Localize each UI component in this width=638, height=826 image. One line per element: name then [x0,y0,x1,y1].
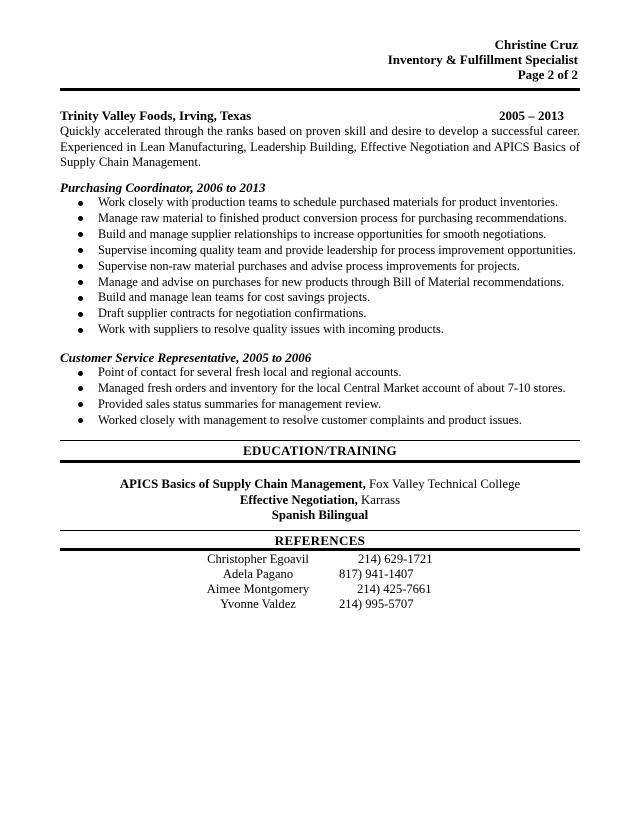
reference-name: Christopher Egoavil [207,552,309,566]
education-bottom-rule [60,460,580,463]
reference-row [0,552,638,567]
list-item: Supervise non-raw material purchases and advise process improvements for projects. [60,259,580,275]
bullet-icon [78,296,83,301]
page-number: Page 2 of 2 [517,67,578,82]
bullet-icon [78,264,83,269]
reference-row [0,597,638,612]
reference-row [0,567,638,582]
bullet-icon [78,402,83,407]
education-list [60,477,580,524]
list-item: Manage raw material to finished product conversion process for purchasing recommendations. [60,211,580,227]
education-item: APICS Basics of Supply Chain Management, Fox Valley Technical College [119,477,521,491]
bullet-icon [78,386,83,391]
bullet-icon [78,312,83,317]
references-list [0,552,638,612]
bullet-icon [78,248,83,253]
list-item: Work with suppliers to resolve quality issues with incoming products. [60,322,580,338]
reference-phone: 817) 941-1407 [339,567,414,581]
resume-header [388,37,578,82]
reference-phone: 214) 425-7661 [357,582,432,596]
education-heading: EDUCATION/TRAINING [243,443,397,458]
role-title: Purchasing Coordinator, 2006 to 2013 [60,180,266,195]
bullet-icon [78,201,83,206]
reference-name: Aimee Montgomery [206,582,310,596]
list-item: Draft supplier contracts for negotiation confirmations. [60,306,580,322]
reference-phone: 214) 995-5707 [339,597,414,611]
references-heading: REFERENCES [274,533,366,548]
list-item: Build and manage lean teams for cost savings projects. [60,290,580,306]
bullet-icon [78,328,83,333]
experience-summary: Quickly accelerated through the ranks based on proven skill and desire to develop a successful career. Experienced in Lean Manufacturing, Leadership Building, Effective Negotiation and APICS Basics of Supply Chain Management. [60,124,580,169]
bullet-icon [78,232,83,237]
role-bullet-list [60,365,580,429]
education-top-rule [60,440,580,441]
reference-phone: 214) 629-1721 [358,552,433,566]
references-bottom-rule [60,548,580,551]
employment-dates: 2005 – 2013 [499,108,564,123]
education-item: Spanish Bilingual [271,508,369,522]
candidate-name: Christine Cruz [494,37,578,52]
list-item: Build and manage supplier relationships to increase opportunities for smooth negotiations. [60,227,580,243]
list-item: Manage and advise on purchases for new products through Bill of Material recommendations. [60,275,580,291]
company-row [60,108,578,123]
reference-name: Yvonne Valdez [220,597,296,611]
role-bullet-list [60,195,580,338]
role-title: Customer Service Representative, 2005 to 2006 [60,350,312,365]
list-item: Supervise incoming quality team and provide leadership for process improvement opportunities. [60,243,580,259]
bullet-icon [78,418,83,423]
list-item: Worked closely with management to resolve customer complaints and product issues. [60,413,580,429]
candidate-title: Inventory & Fulfillment Specialist [387,52,578,67]
list-item: Managed fresh orders and inventory for the local Central Market account of about 7-10 stores. [60,381,580,397]
references-top-rule [60,530,580,531]
list-item: Work closely with production teams to schedule purchased materials for product inventories. [60,195,580,211]
bullet-icon [78,371,83,376]
bullet-icon [78,280,83,285]
reference-name: Adela Pagano [222,567,294,581]
list-item: Provided sales status summaries for management review. [60,397,580,413]
company-name: Trinity Valley Foods, Irving, Texas [60,108,252,123]
list-item: Point of contact for several fresh local and regional accounts. [60,365,580,381]
education-item: Effective Negotiation, Karrass [239,492,401,507]
reference-row [0,582,638,597]
header-divider [60,88,580,91]
bullet-icon [78,216,83,221]
